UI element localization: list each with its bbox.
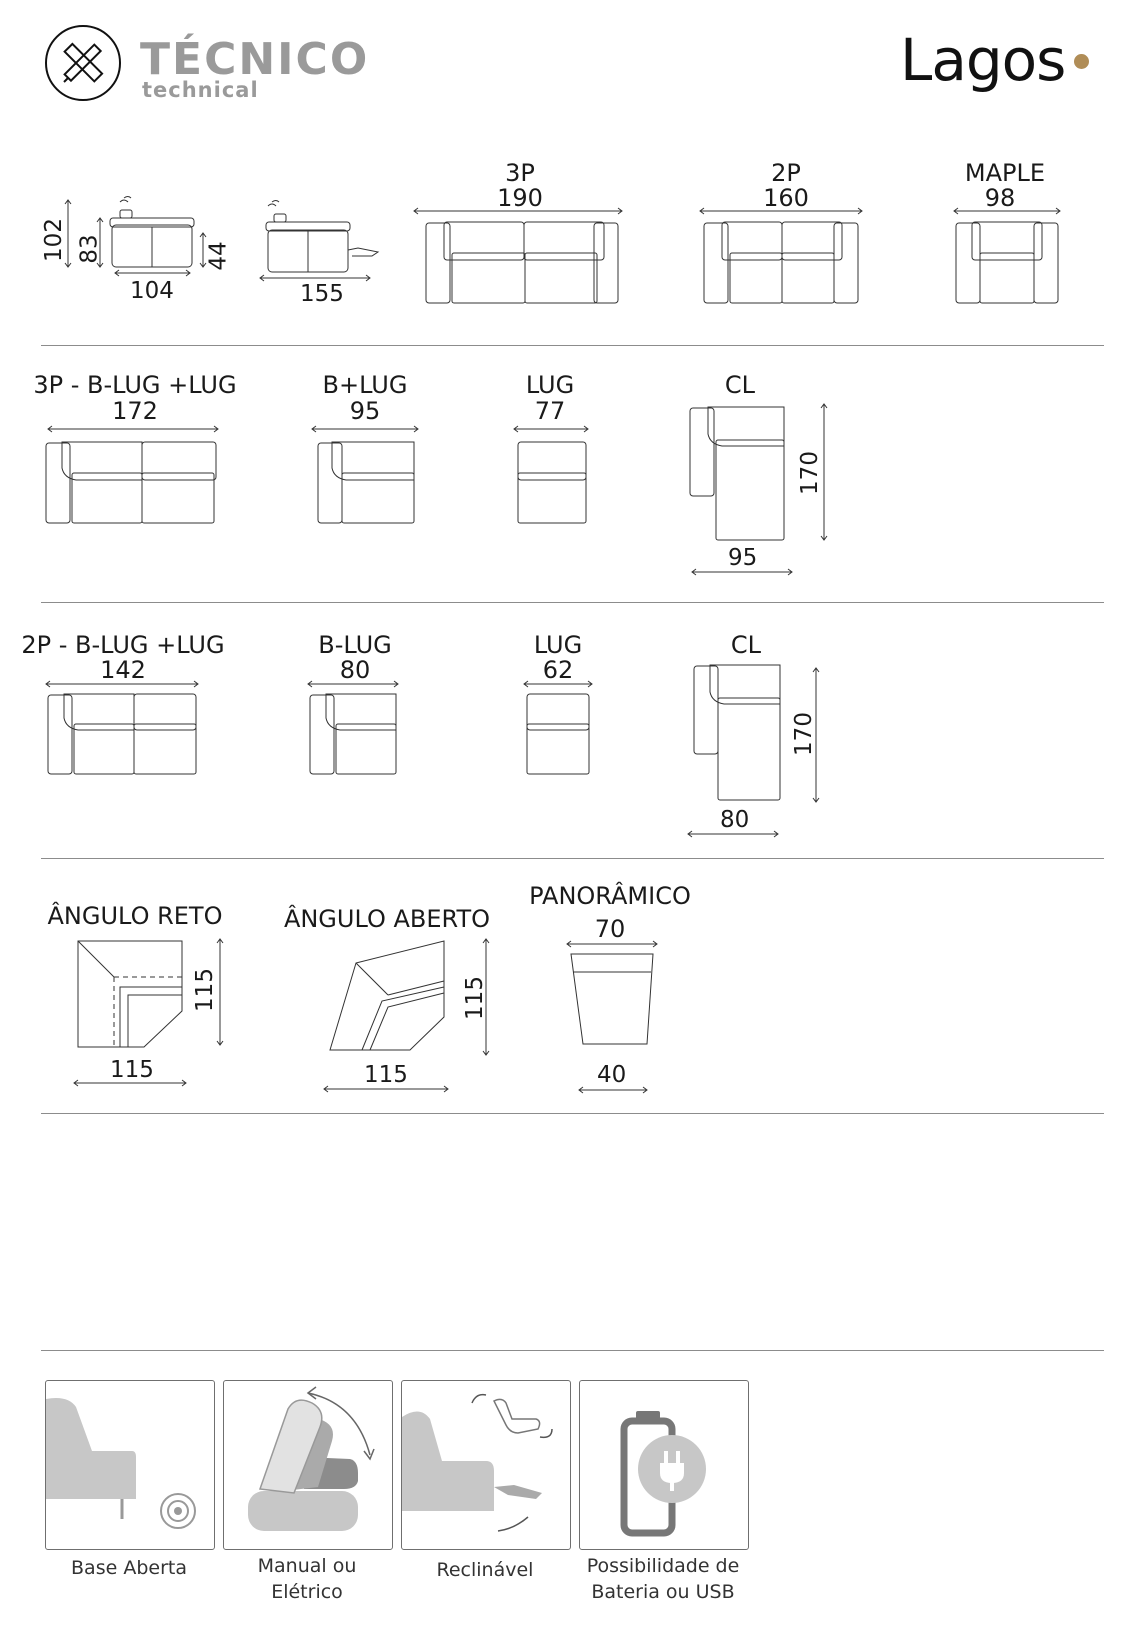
feature-caption-line: Possibilidade de xyxy=(586,1555,740,1577)
feature-caption-line: Base Aberta xyxy=(71,1557,187,1579)
module-b-drawing xyxy=(306,678,406,778)
feature-box-reclinavel xyxy=(401,1380,571,1550)
feature-caption-line: Bateria ou USB xyxy=(591,1581,735,1603)
width-maple: 98 xyxy=(984,184,1016,212)
divider xyxy=(41,345,1104,346)
width-module-c: 77 xyxy=(534,397,566,425)
maple-drawing xyxy=(950,205,1070,305)
label-module-c: LUG xyxy=(525,371,575,399)
feature-box-bateria-usb xyxy=(579,1380,749,1550)
width-3p: 190 xyxy=(497,184,543,212)
bottom-width-panoramico: 40 xyxy=(597,1062,627,1088)
width-angulo-reto: 115 xyxy=(110,1057,154,1083)
feature-caption xyxy=(390,1557,580,1583)
dim-height-seat: 44 xyxy=(205,241,232,271)
sofa-3p-drawing xyxy=(414,205,624,305)
width-module-cl: 80 xyxy=(720,807,750,833)
divider xyxy=(41,1113,1104,1114)
label-module-b: B+LUG xyxy=(322,371,408,399)
accent-dot xyxy=(1074,54,1089,69)
divider xyxy=(41,858,1104,859)
label-module-a: 3P - B-LUG +LUG xyxy=(33,371,237,399)
length-module-cl: 170 xyxy=(796,451,823,495)
module-b-drawing xyxy=(312,423,422,528)
dim-height-total: 102 xyxy=(40,218,67,262)
feature-box-manual-eletrico xyxy=(223,1380,393,1550)
feature-caption xyxy=(568,1553,758,1605)
manual-electric-icon xyxy=(224,1381,392,1549)
module-a-drawing xyxy=(46,423,221,528)
width-module-b: 80 xyxy=(339,656,371,684)
recliner-icon xyxy=(402,1381,570,1549)
label-module-a: 2P - B-LUG +LUG xyxy=(21,631,225,659)
feature-box-base-aberta xyxy=(45,1380,215,1550)
module-c-drawing xyxy=(512,423,597,528)
logo xyxy=(44,24,122,102)
width-module-cl: 95 xyxy=(728,545,758,571)
module-a-drawing xyxy=(44,678,204,778)
width-angulo-aberto: 115 xyxy=(364,1062,408,1088)
feature-caption-line: Elétrico xyxy=(271,1581,343,1603)
label-angulo-aberto: ÂNGULO ABERTO xyxy=(283,905,491,933)
label-panoramico: PANORÂMICO xyxy=(529,882,691,910)
page-title: Lagos xyxy=(900,26,1066,94)
label-module-b: B-LUG xyxy=(318,631,392,659)
label-angulo-reto: ÂNGULO RETO xyxy=(47,902,223,930)
width-module-c: 62 xyxy=(542,656,574,684)
label-module-cl: CL xyxy=(730,631,762,659)
feature-caption xyxy=(212,1553,402,1605)
length-module-cl: 170 xyxy=(790,712,817,756)
dim-height-back: 83 xyxy=(76,234,103,264)
logo-subtitle: technical xyxy=(142,78,259,102)
label-module-c: LUG xyxy=(533,631,583,659)
dim-depth-reclined: 155 xyxy=(300,281,344,307)
label-module-cl: CL xyxy=(724,371,756,399)
divider xyxy=(41,602,1104,603)
logo-title: TÉCNICO xyxy=(140,34,370,85)
dim-depth: 104 xyxy=(130,278,174,304)
width-module-b: 95 xyxy=(349,397,381,425)
divider xyxy=(41,1350,1104,1351)
width-module-a: 142 xyxy=(100,656,146,684)
feature-caption-line: Manual ou xyxy=(257,1555,357,1577)
pencil-ruler-icon xyxy=(44,24,122,102)
top-width-panoramico: 70 xyxy=(594,915,626,943)
feature-caption xyxy=(34,1555,224,1581)
label-2p: 2P xyxy=(771,159,801,187)
module-c-drawing xyxy=(522,678,597,778)
width-module-a: 172 xyxy=(112,397,158,425)
open-base-icon xyxy=(46,1381,214,1549)
feature-caption-line: Reclinável xyxy=(436,1559,534,1581)
label-3p: 3P xyxy=(505,159,535,187)
width-2p: 160 xyxy=(763,184,809,212)
label-maple: MAPLE xyxy=(964,159,1046,187)
sofa-2p-drawing xyxy=(700,205,880,305)
height-angulo-aberto: 115 xyxy=(461,976,488,1020)
battery-usb-icon xyxy=(580,1381,748,1549)
height-angulo-reto: 115 xyxy=(191,968,218,1012)
